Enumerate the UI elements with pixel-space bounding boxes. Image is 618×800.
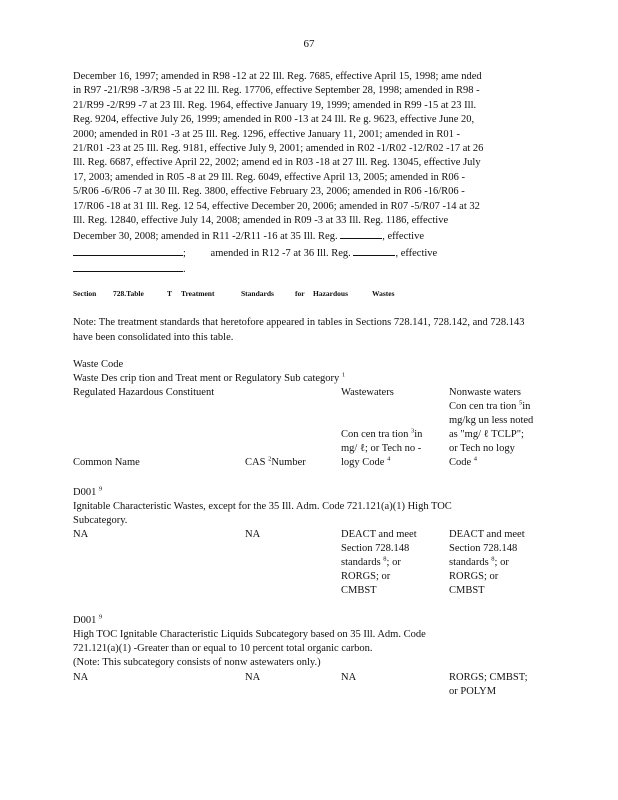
common-name-cell: NA: [73, 672, 89, 683]
cas-number-cell: NA: [245, 672, 261, 683]
waste-description: High TOC Ignitable Characteristic Liquids Subcategory based on 35 Ill. Adm. Code: [73, 629, 426, 640]
section-title-word: for: [295, 289, 305, 298]
waste-code: D001 $^9$: [73, 485, 103, 498]
fill-in-blank: [73, 245, 183, 256]
subcategory-note: (Note: This subcategory consists of nonw astewaters only.): [73, 657, 321, 668]
waste-description: Ignitable Characteristic Wastes, except for the 35 Ill. Adm. Code 721.121(a)(1) High TOC: [73, 501, 452, 512]
section-title-word: T: [167, 289, 173, 298]
history-line: 21/R01 -23 at 25 Ill. Reg. 9181, effective July 9, 2001; amended in R02 -1/R02 -12/R02 -17 at 26: [73, 143, 484, 155]
section-title-word: Hazardous: [313, 289, 349, 298]
header-wastewater-concentration: Con cen tra tion $^3$in mg/ ℓ; or Tech no - logy Code $^4$: [341, 427, 423, 468]
history-text: ;: [183, 247, 186, 259]
header-nonwastewaters: Nonwaste waters Con cen tra tion $^5$in mg/kg un less noted as "mg/ ℓ TCLP"; or Tech no logy Code $^4$: [449, 387, 534, 468]
waste-description: Subcategory.: [73, 515, 128, 526]
history-text: amended in R12 -7 at 36 Ill. Reg.: [210, 247, 351, 259]
header-cas-number: CAS $^2$Number: [245, 455, 306, 468]
cas-number-cell: NA: [245, 529, 261, 540]
header-common-name: Common Name: [73, 457, 140, 468]
section-number: 728.Table: [113, 289, 144, 298]
page-number: 67: [303, 38, 315, 50]
waste-description: 721.121(a)(1) -Greater than or equal to 10 percent total organic carbon.: [73, 643, 373, 654]
history-line: Ill. Reg. 6687, effective April 22, 2002; amend ed in R03 -18 at 27 Ill. Reg. 13045, effective July: [73, 157, 481, 169]
fill-in-blank: [73, 261, 183, 272]
history-line: 17, 2003; amended in R05 -8 at 29 Ill. Reg. 6049, effective April 13, 2005; amended in R06 -: [73, 171, 466, 183]
history-line: in R97 -21/R98 -3/R98 -5 at 22 Ill. Reg. 17706, effective September 28, 1998; amended in R98 -: [73, 85, 480, 97]
history-line: [73, 228, 525, 244]
history-line: [73, 261, 525, 277]
history-line: Reg. 9204, effective July 26, 1999; amended in R00 -13 at 24 Ill. Re g. 9623, effective June 20,: [73, 114, 475, 126]
history-line: 5/R06 -6/R06 -7 at 30 Ill. Reg. 3800, effective February 23, 2006; amended in R06 -16/R06 -: [73, 186, 465, 198]
nonwastewater-standard-cell: RORGS; CMBST; or POLYM: [449, 672, 528, 697]
amendment-history: [73, 70, 525, 278]
common-name-cell: NA: [73, 529, 89, 540]
header-regulated-constituent: Regulated Hazardous Constituent: [73, 387, 215, 398]
history-line: December 16, 1997; amended in R98 -12 at 22 Ill. Reg. 7685, effective April 15, 1998; ame nded: [73, 71, 482, 82]
header-waste-code: Waste Code: [73, 359, 124, 370]
wastewater-standard-cell: NA: [341, 672, 357, 683]
history-text: .: [183, 264, 186, 276]
history-line: 21/R99 -2/R99 -7 at 23 Ill. Reg. 1964, effective January 19, 1999; amended in R99 -15 at 23 Ill.: [73, 99, 477, 111]
history-line: [73, 245, 525, 261]
waste-code: D001 $^9$: [73, 613, 103, 626]
header-wastewaters: Wastewaters: [341, 387, 394, 398]
header-waste-description: Waste Des crip tion and Treat ment or Regulatory Sub category $^1$: [73, 371, 346, 384]
fill-in-blank: [340, 228, 382, 239]
section-label: Section: [73, 289, 97, 298]
section-title-word: Treatment: [181, 289, 215, 298]
section-title-word: Wastes: [372, 289, 395, 298]
history-line: 17/R06 -18 at 31 Ill. Reg. 12 54, effective December 20, 2006; amended in R07 -5/R07 -14 at 32: [73, 200, 480, 212]
history-line: 2000; amended in R01 -3 at 25 Ill. Reg. 1296, effective January 11, 2001; amended in R01 -: [73, 128, 460, 140]
section-title-word: Standards: [241, 289, 274, 298]
wastewater-standard-cell: DEACT and meet Section 728.148 standards $^8$; or RORGS; or CMBST: [341, 529, 417, 596]
history-line: Ill. Reg. 12840, effective July 14, 2008; amended in R09 -3 at 33 Ill. Reg. 1186, effective: [73, 215, 449, 227]
history-text: December 30, 2008; amended in R11 -2/R11 -16 at 35 Ill. Reg.: [73, 231, 338, 243]
fill-in-blank: [353, 245, 395, 256]
consolidation-note: Note: The treatment standards that heretofore appeared in tables in Sections 728.141, 728.142, and 728.143 have been consolidated into this table.: [73, 317, 525, 343]
history-text: , effective: [395, 247, 438, 259]
nonwastewater-standard-cell: DEACT and meet Section 728.148 standards $^8$; or RORGS; or CMBST: [449, 529, 525, 596]
history-text: , effective: [382, 231, 424, 243]
